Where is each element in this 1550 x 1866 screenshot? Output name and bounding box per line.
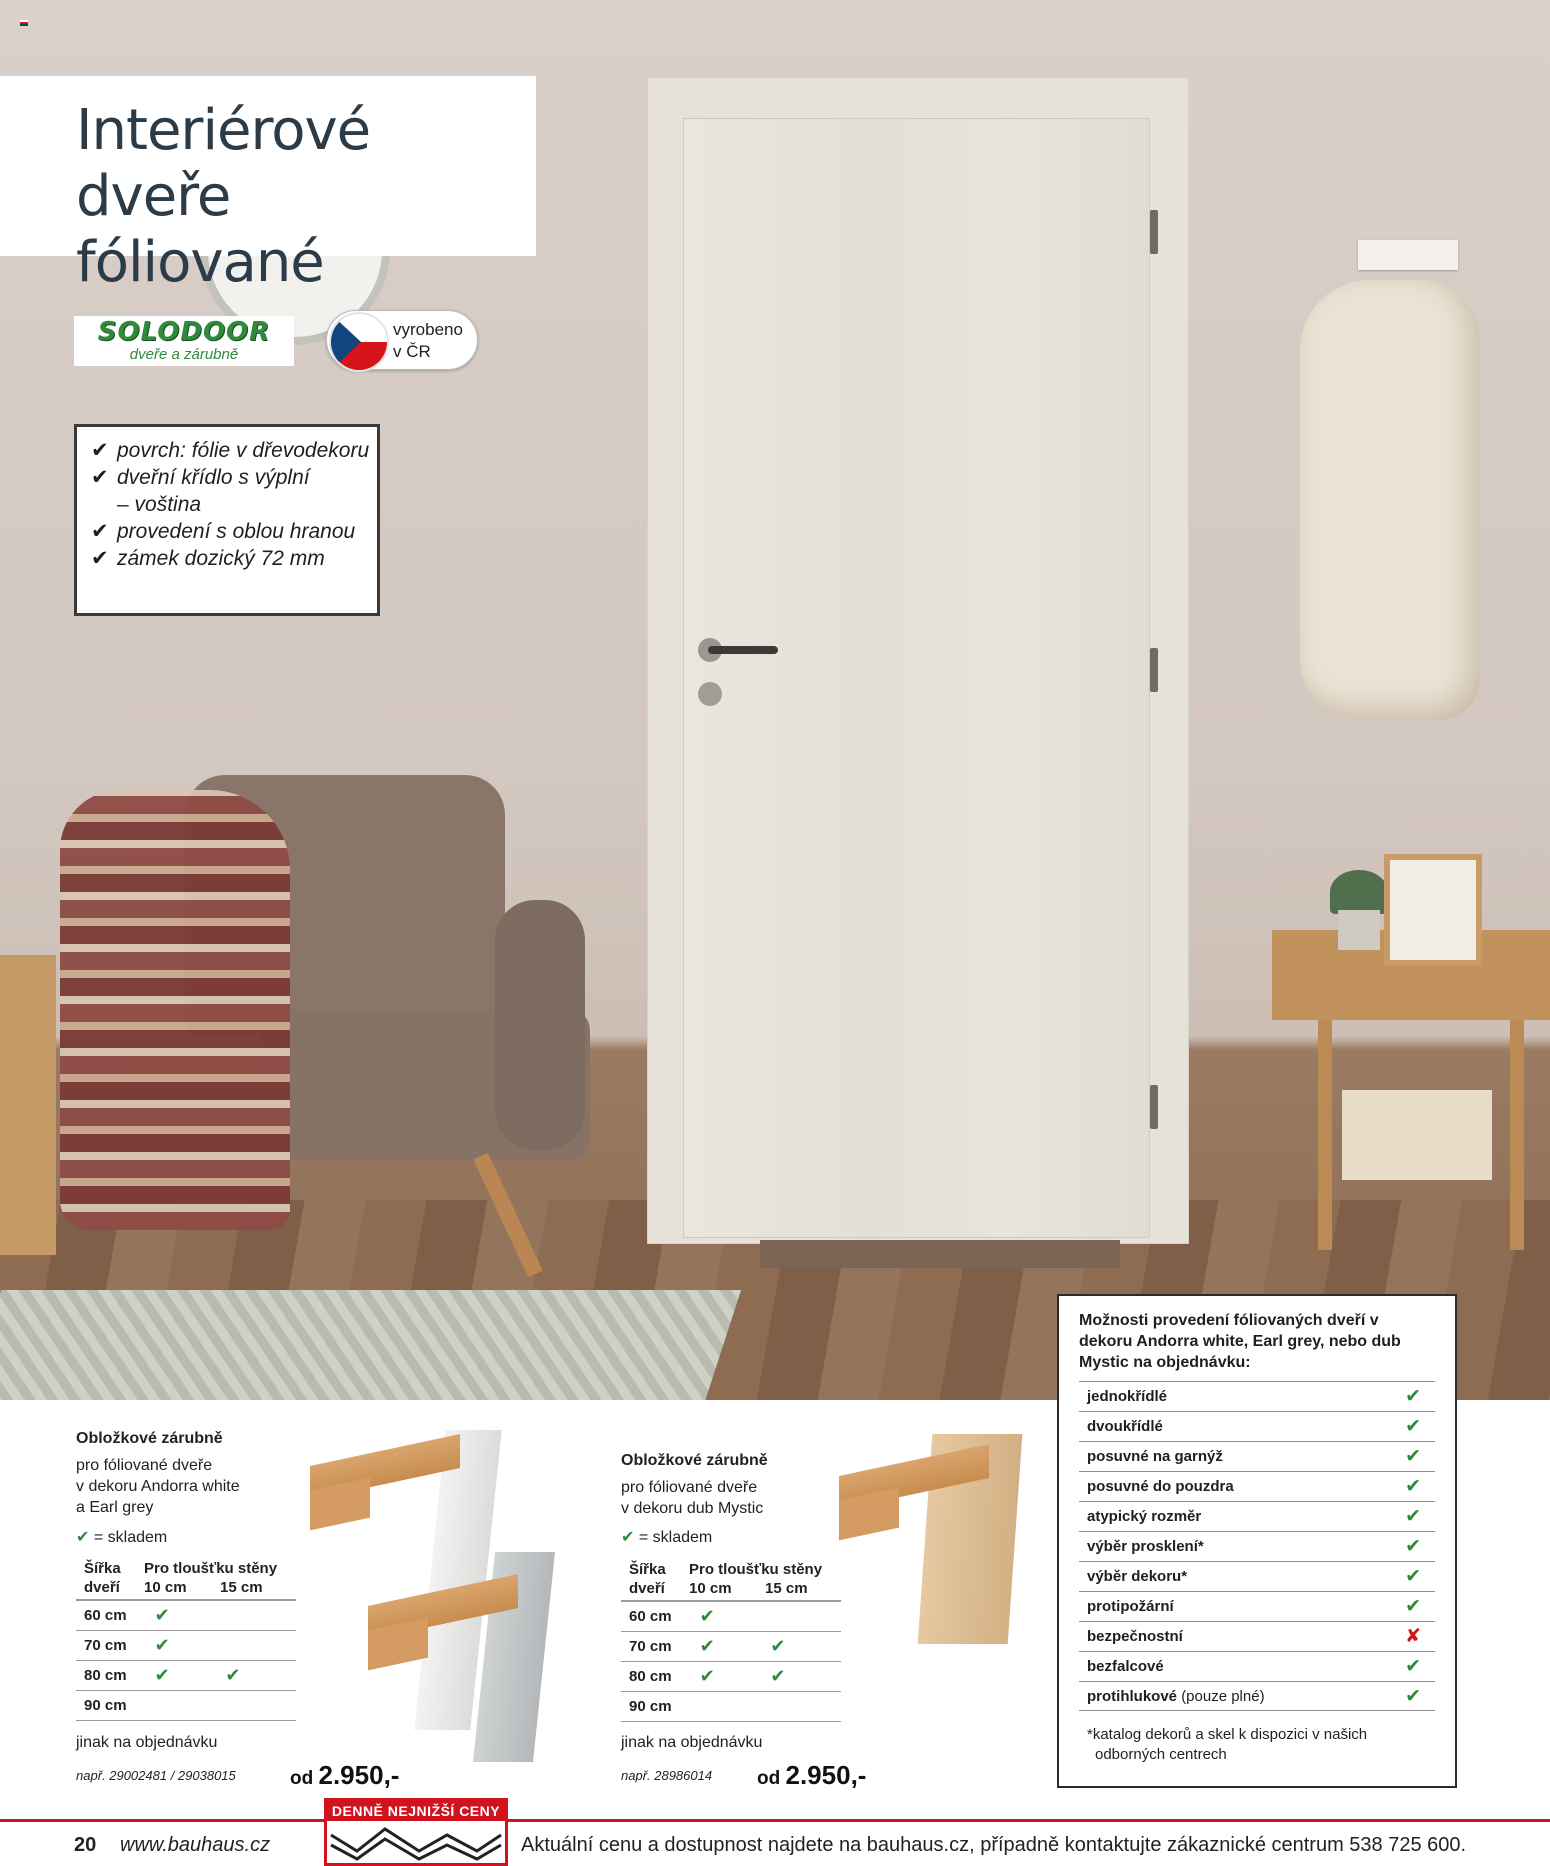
- table-row: 80 cm ✔ ✔: [621, 1662, 841, 1692]
- price-chart-icon: [327, 1821, 505, 1863]
- made-badge-line-2: v ČR: [393, 342, 431, 361]
- product-desc-line: pro fóliované dveře: [76, 1457, 213, 1474]
- armchair-arm: [495, 900, 585, 1150]
- check-icon: ✔: [1405, 1685, 1421, 1707]
- option-row: [1079, 1681, 1435, 1711]
- table-header: [621, 1558, 841, 1602]
- door-mat: [760, 1240, 1120, 1268]
- stock-text: = skladem: [638, 1529, 713, 1546]
- option-row: [1079, 1591, 1435, 1621]
- footnote-line: *katalog dekorů a skel k dispozici v našich: [1087, 1726, 1368, 1743]
- option-label: bezfalcové: [1087, 1658, 1164, 1675]
- option-label: bezpečnostní: [1087, 1628, 1183, 1645]
- option-row: [1079, 1561, 1435, 1591]
- product-2-desc: [621, 1477, 763, 1519]
- check-icon: ✔: [621, 1529, 635, 1546]
- product-1-title: Obložkové zárubně: [76, 1430, 223, 1447]
- coat-hook-rail: [1358, 240, 1458, 270]
- storage-box: [1342, 1090, 1492, 1180]
- picture-frame: [1390, 860, 1476, 960]
- options-heading: Možnosti provedení fóliovaných dveří v dekoru Andorra white, Earl grey, nebo dub Mystic na objednávku:: [1079, 1312, 1401, 1371]
- product-2-sku: např. 28986014: [621, 1768, 713, 1783]
- side-table-leg: [1510, 1020, 1524, 1250]
- header-10cm: 10 cm: [689, 1580, 732, 1597]
- brand-tagline: dveře a zárubně: [129, 346, 239, 363]
- product-1-frame-image: [300, 1420, 560, 1760]
- door-lock: [698, 682, 722, 706]
- product-1-size-table: [76, 1557, 296, 1721]
- option-row: [1079, 1531, 1435, 1561]
- option-row: [1079, 1411, 1435, 1441]
- feature-item: [91, 518, 377, 545]
- door-hinge: [1150, 648, 1158, 692]
- table-row: 70 cm ✔: [76, 1631, 296, 1661]
- check-icon: ✔: [91, 466, 109, 489]
- product-2-price: [757, 1760, 866, 1791]
- product-desc-line: pro fóliované dveře: [621, 1479, 758, 1496]
- feature-text: – voština: [117, 493, 202, 516]
- daily-lowest-prices-badge: [324, 1798, 508, 1866]
- check-icon: ✔: [1405, 1506, 1421, 1527]
- made-in-cz-badge: [326, 310, 478, 370]
- product-1-order-note: jinak na objednávku: [76, 1734, 218, 1751]
- header-width-2: dveří: [84, 1579, 120, 1596]
- header-15cm: 15 cm: [220, 1579, 263, 1596]
- price-prefix: od: [757, 1768, 781, 1789]
- option-row: [1079, 1441, 1435, 1471]
- header-10cm: 10 cm: [144, 1579, 187, 1596]
- check-icon: ✔: [1405, 1566, 1421, 1587]
- header-wall: Pro tloušťku stěny: [144, 1560, 278, 1577]
- option-row: [1079, 1471, 1435, 1501]
- page-title: [0, 76, 536, 295]
- feature-text: povrch: fólie v dřevodekoru: [117, 439, 370, 462]
- options-footnote: [1079, 1725, 1435, 1765]
- option-label: posuvné na garnýž: [1087, 1448, 1223, 1465]
- header-wall: Pro tloušťku stěny: [689, 1561, 823, 1578]
- header-width-2: dveří: [629, 1580, 665, 1597]
- option-label: jednokřídlé: [1087, 1388, 1168, 1405]
- feature-text: dveřní křídlo s výplní: [117, 466, 310, 489]
- check-icon: ✔: [1405, 1596, 1421, 1617]
- feature-text: zámek dozický 72 mm: [117, 547, 325, 570]
- price-value: 2.950,-: [785, 1760, 867, 1790]
- options-list: [1079, 1381, 1435, 1711]
- brand-logo: [74, 316, 294, 366]
- czech-flag-icon: [331, 314, 387, 370]
- table-row: 90 cm: [621, 1692, 841, 1722]
- side-table-leg: [1318, 1020, 1332, 1250]
- product-2-size-table: [621, 1558, 841, 1722]
- product-2-stock-legend: [621, 1527, 712, 1547]
- footnote-line: odborných centrech: [1095, 1746, 1227, 1763]
- door-hinge: [1150, 1085, 1158, 1129]
- option-row: [1079, 1381, 1435, 1411]
- check-icon: ✔: [91, 547, 109, 570]
- door-leaf: [683, 118, 1150, 1238]
- footer-divider: [0, 1819, 1550, 1822]
- option-label: výběr dekoru*: [1087, 1568, 1188, 1585]
- product-2-title: Obložkové zárubně: [621, 1452, 768, 1469]
- price-prefix: od: [290, 1768, 314, 1789]
- check-icon: ✔: [1405, 1416, 1421, 1437]
- option-label: protipožární: [1087, 1598, 1174, 1615]
- plant: [1330, 870, 1388, 914]
- stock-text: = skladem: [93, 1529, 168, 1546]
- table-row: 70 cm ✔ ✔: [621, 1632, 841, 1662]
- table-row: 60 cm ✔: [621, 1602, 841, 1632]
- flag-icon: [20, 20, 28, 26]
- made-badge-line-1: vyrobeno: [393, 320, 463, 339]
- product-1-desc: [76, 1455, 240, 1518]
- cross-icon: ✘: [1405, 1626, 1421, 1647]
- option-row: [1079, 1621, 1435, 1651]
- product-1-sku: např. 29002481 / 29038015: [76, 1768, 236, 1783]
- option-label: výběr prosklení*: [1087, 1538, 1204, 1555]
- feature-text: provedení s oblou hranou: [117, 520, 356, 543]
- order-options-panel: [1057, 1294, 1457, 1788]
- product-desc-line: a Earl grey: [76, 1499, 154, 1516]
- page-number: 20: [74, 1834, 97, 1856]
- hanging-coat: [1300, 280, 1480, 720]
- option-label: dvoukřídlé: [1087, 1418, 1163, 1435]
- header-width: Šířka: [84, 1560, 121, 1577]
- option-label: protihlukové (pouze plné): [1087, 1687, 1265, 1705]
- table-row: 90 cm: [76, 1691, 296, 1721]
- footer-contact-note: Aktuální cenu a dostupnost najdete na bauhaus.cz, případně kontaktujte zákaznické centrum 538 725 600.: [521, 1834, 1467, 1856]
- feature-item: [91, 437, 377, 464]
- product-desc-line: v dekoru dub Mystic: [621, 1500, 764, 1517]
- plaid-blanket: [60, 790, 290, 1230]
- check-icon: ✔: [1405, 1386, 1421, 1407]
- option-label: atypický rozměr: [1087, 1508, 1202, 1525]
- left-shelf: [0, 955, 56, 1255]
- table-row: 80 cm ✔ ✔: [76, 1661, 296, 1691]
- check-icon: ✔: [1405, 1656, 1421, 1677]
- product-desc-line: v dekoru Andorra white: [76, 1478, 240, 1495]
- title-line-1: Interiérové dveře: [76, 98, 371, 229]
- feature-item-continued: [91, 491, 377, 518]
- product-1-stock-legend: [76, 1527, 167, 1547]
- door-hinge: [1150, 210, 1158, 254]
- option-label: posuvné do pouzdra: [1087, 1478, 1234, 1495]
- title-line-2: fóliované: [76, 230, 324, 295]
- check-icon: ✔: [1405, 1446, 1421, 1467]
- check-icon: ✔: [1405, 1476, 1421, 1497]
- header-15cm: 15 cm: [765, 1580, 808, 1597]
- plant-pot: [1338, 910, 1380, 950]
- check-icon: ✔: [91, 439, 109, 462]
- features-box: [74, 424, 380, 616]
- feature-item: [91, 545, 377, 572]
- website-link[interactable]: www.bauhaus.cz: [120, 1834, 271, 1856]
- check-icon: ✔: [1405, 1536, 1421, 1557]
- door-handle: [708, 646, 778, 654]
- price-value: 2.950,-: [318, 1760, 400, 1790]
- option-row: [1079, 1651, 1435, 1681]
- table-row: 60 cm ✔: [76, 1601, 296, 1631]
- table-header: [76, 1557, 296, 1601]
- rug: [0, 1290, 741, 1400]
- feature-item: [91, 464, 377, 491]
- product-2-frame-image: [835, 1430, 1025, 1650]
- product-2-order-note: jinak na objednávku: [621, 1734, 763, 1751]
- header-width: Šířka: [629, 1561, 666, 1578]
- check-icon: ✔: [76, 1529, 90, 1546]
- check-icon: ✔: [91, 520, 109, 543]
- badge-label: DENNĚ NEJNIŽŠÍ CENY: [327, 1801, 505, 1821]
- option-row: [1079, 1501, 1435, 1531]
- brand-name: SOLODOOR: [97, 317, 271, 347]
- product-1-price: [290, 1760, 399, 1791]
